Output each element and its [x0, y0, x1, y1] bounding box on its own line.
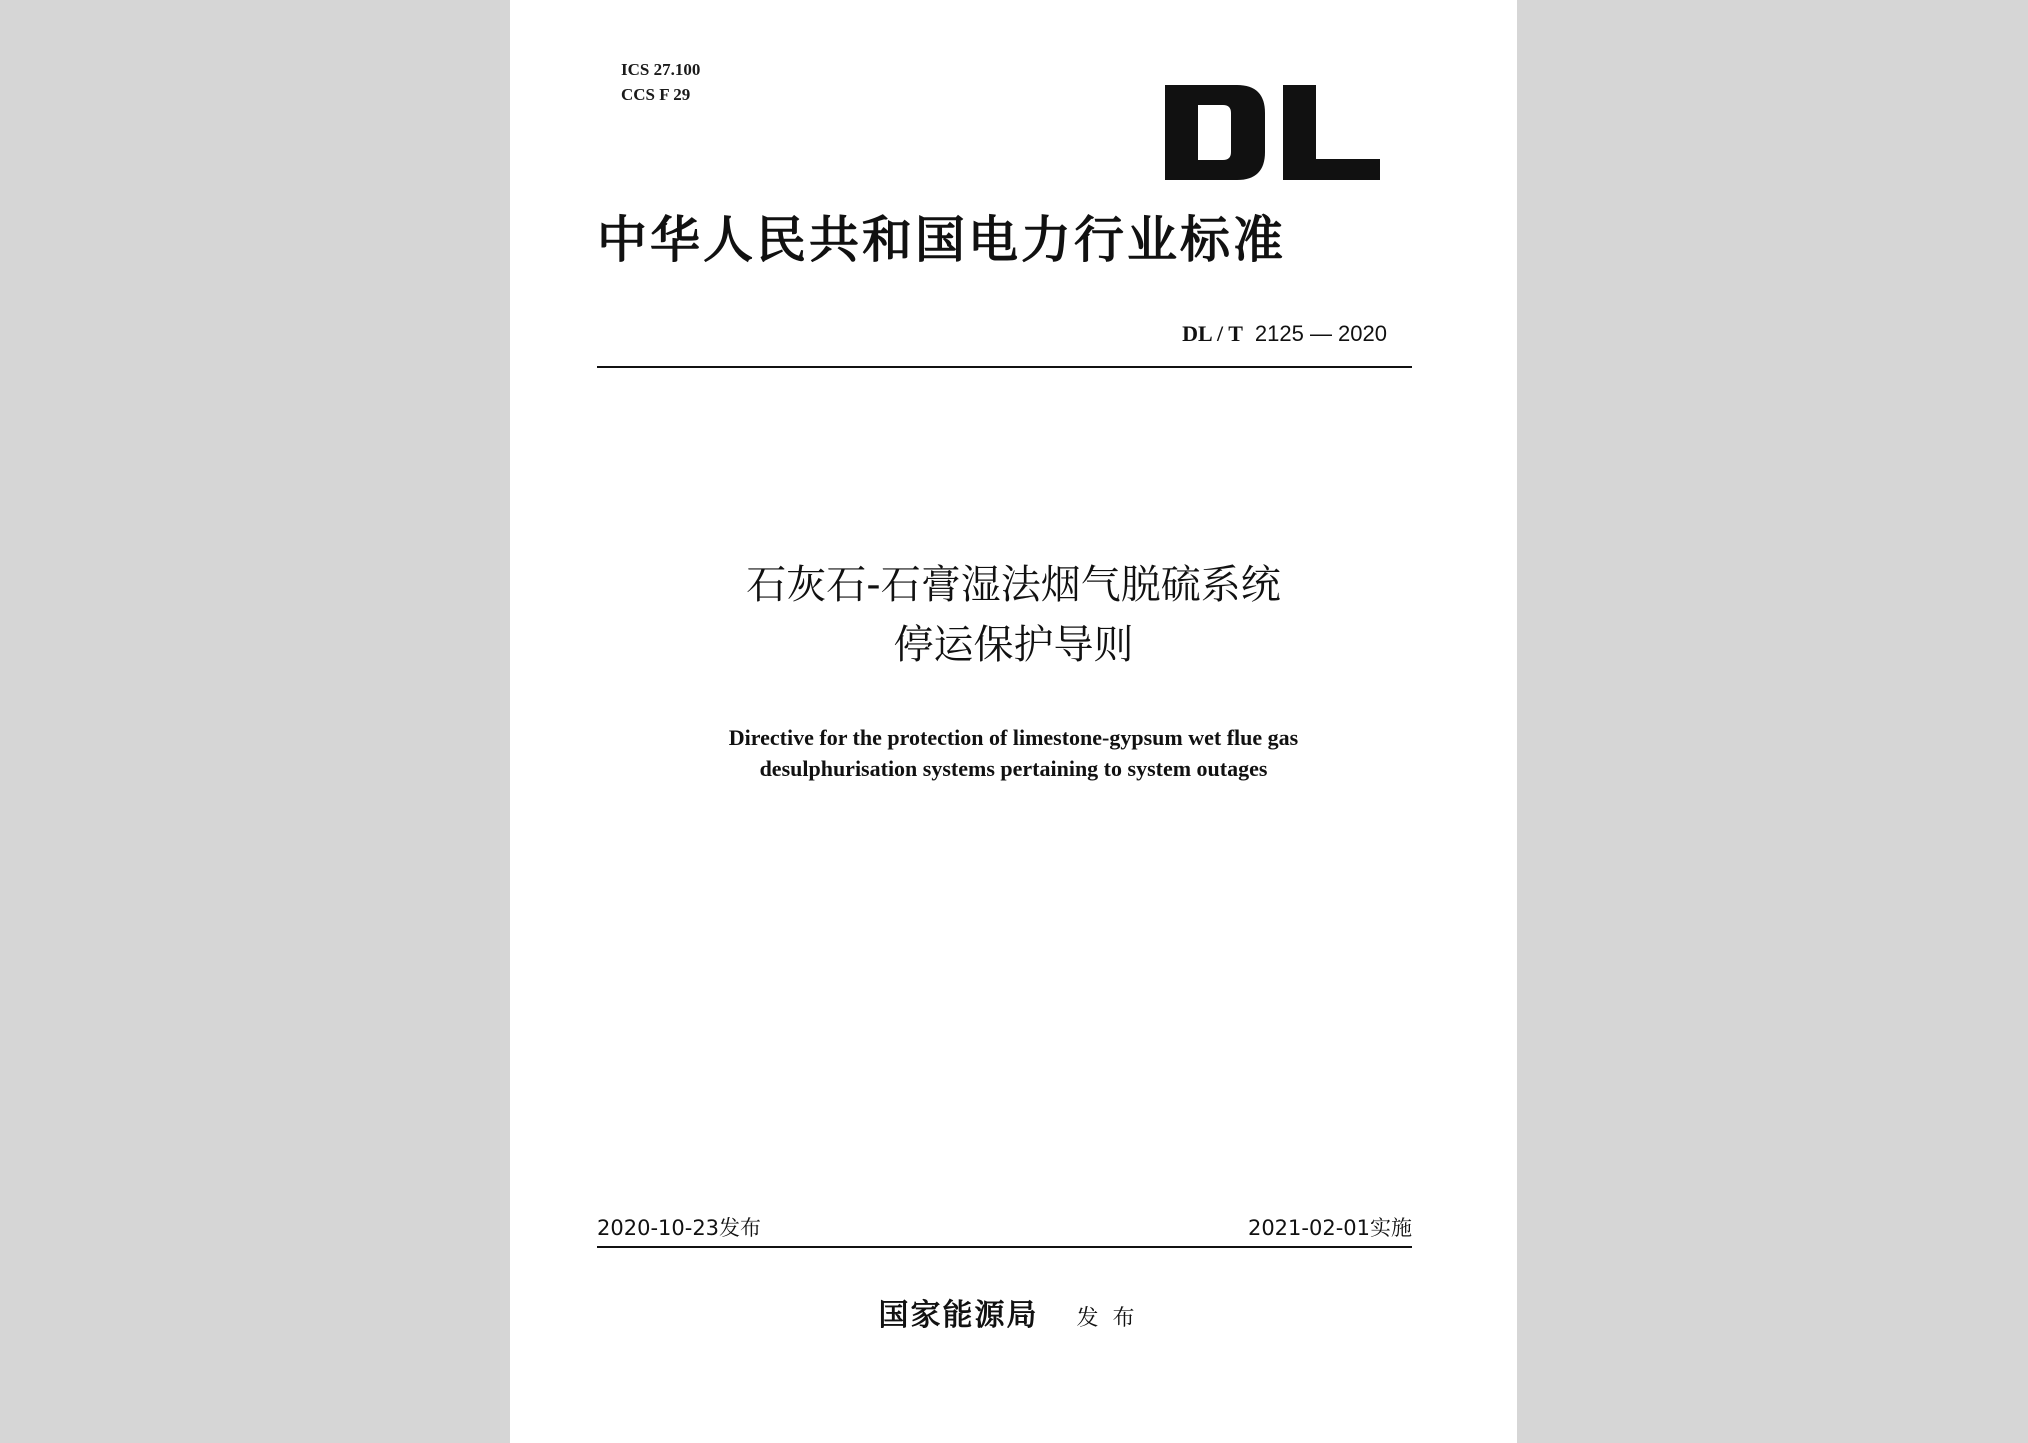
ccs-code: CCS F 29: [621, 85, 691, 104]
document-title-en-line1: Directive for the protection of limestone-gypsum wet flue gas: [728, 725, 1299, 750]
standard-number-prefix: DL / T: [1182, 321, 1243, 346]
dl-logo-letter-d: [1165, 85, 1265, 180]
classification-codes: [621, 57, 700, 107]
document-page: [510, 0, 1517, 1443]
publisher-name: 国家能源局: [878, 1298, 1039, 1333]
standard-category-title: 中华人民共和国电力行业标准: [597, 211, 1286, 269]
standard-number: [1182, 319, 1387, 350]
dl-logo-letter-l: [1283, 85, 1380, 180]
bottom-divider: [597, 1246, 1412, 1248]
dl-logo: [1165, 85, 1380, 180]
ics-code: ICS 27.100: [621, 60, 701, 79]
issue-date: 2020-10-23发布: [597, 1216, 762, 1240]
top-divider: [597, 366, 1412, 368]
document-title-cn-line2: 停运保护导则: [893, 622, 1134, 668]
standard-number-value: 2125 — 2020: [1254, 321, 1387, 346]
document-title-cn: [510, 555, 1517, 675]
document-title-cn-line1: 石灰石-石膏湿法烟气脱硫系统: [746, 562, 1281, 608]
document-title-en: [510, 722, 1517, 784]
document-title-en-line2: desulphurisation systems pertaining to system outages: [759, 756, 1268, 781]
publisher-line: [510, 1290, 1517, 1334]
publish-action: 发布: [1076, 1306, 1149, 1331]
implementation-date: 2021-02-01实施: [1247, 1216, 1412, 1240]
